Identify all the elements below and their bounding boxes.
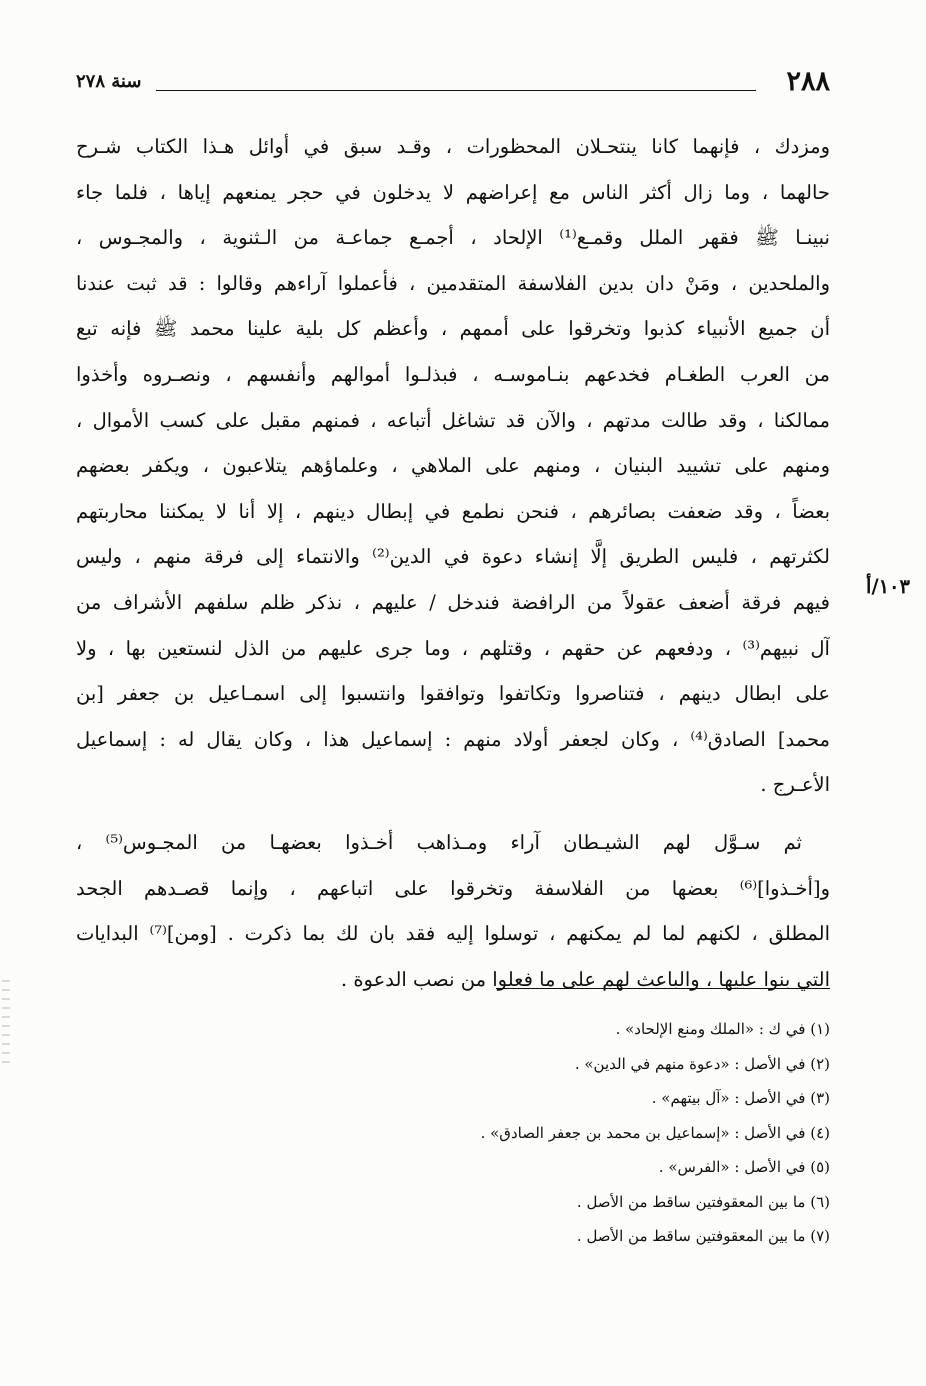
text-line: بعضاً ، وقد ضعفت بصائرهم ، فنحن نطمع في إبطال دينهم ، إلا أنا لا يمكننا محاربتهم [76, 499, 830, 523]
text-line: فيهم فرقة أضعف عقولاً من الرافضة فندخل / عليهم ، نذكر ظلم سلفهم الأشراف من [76, 590, 830, 614]
paragraph-gap [76, 808, 830, 820]
manuscript-folio-marker: ١٠٣/أ [866, 575, 910, 598]
footnote: (٤) في الأصل : «إسماعيل بن محمد بن جعفر الصادق» . [480, 1123, 830, 1142]
page-number: ٢٨٨ [786, 66, 830, 97]
running-head: سنة ٢٧٨ [76, 71, 142, 92]
paragraph [76, 124, 830, 808]
text-line: ومنهم على تشييد البنيان ، ومنهم على الملاهي ، وعلماؤهم يتلاعبون ، ويكفر بعضهم [76, 454, 830, 478]
footnotes [230, 1012, 830, 1254]
text-line: محمد] الصادق⁽⁴⁾ ، وكان لجعفر أولاد منهم : إسماعيل هذا ، وكان يقال له : إسماعيل [76, 727, 830, 751]
footnote: (٧) ما بين المعقوفتين ساقط من الأصل . [576, 1227, 830, 1245]
text-line: حالهما ، وما زال أكثر الناس مع إعراضهم لا يدخلون في حجر يمنعهم إياها ، فلما جاء [76, 180, 830, 204]
text-line: لكثرتهم ، فليس الطريق إلَّا إنشاء دعوة في الدين⁽²⁾ والانتماء إلى فرقة منهم ، وليس [76, 545, 830, 569]
main-text [76, 124, 830, 1002]
text-line: و[أخـذوا]⁽⁶⁾ بعضها من الفلاسفة وتخرقوا على اتباعهم ، وإنما قصـدهم الجحد [76, 876, 830, 900]
text-line: الأعـرج . [760, 773, 830, 797]
footnote: (٢) في الأصل : «دعوة منهم في الدين» . [574, 1054, 830, 1073]
footnote-separator [496, 988, 830, 989]
page-header [76, 66, 830, 98]
footnote: (١) في ك : «الملك ومنع الإلحاد» . [615, 1020, 830, 1038]
text-line: ثم سـوَّل لهم الشيـطان آراء ومـذاهب أخـذوا بعضهـا من المجـوس⁽⁵⁾ ، [76, 830, 802, 854]
footnote: (٦) ما بين المعقوفتين ساقط من الأصل . [576, 1192, 830, 1211]
text-line: ومزدك ، فإنهما كانا ينتحـلان المحظورات ، وقـد سبق في أوائل هـذا الكتاب شـرح [76, 135, 830, 158]
text-line: نبينـا ﷺ فقهر الملل وقمـع⁽¹⁾ الإلحاد ، أجمـع جماعـة من الـثنوية ، والمجـوس ، [76, 226, 830, 250]
text-line: على ابطال دينهم ، فتناصروا وتكاتفوا وتوافقوا وانتسبوا إلى اسمـاعيل بن جعفر [بن [76, 682, 830, 706]
paragraph [76, 820, 830, 1002]
text-line: التي بنوا عليها ، والباعث لهم على ما فعلوا من نصب الدعوة . [340, 967, 830, 991]
text-line: والملحدين ، ومَنْ دان بدين الفلاسفة المتقدمين ، فأعملوا آراءهم وقالوا : قد ثبت عندنا [76, 271, 830, 295]
footnote: (٥) في الأصل : «الفرس» . [658, 1158, 830, 1176]
footnote: (٣) في الأصل : «آل بيتهم» . [651, 1089, 830, 1107]
text-line: ممالكنا ، وقد طالت مدتهم ، والآن قد تشاغل أتباعه ، فمنهم مقبل على كسب الأموال ، [76, 408, 830, 432]
text-line: المطلق ، لكنهم لما لم يمكنهم ، توسلوا إليه فقد بان لك بما ذكرت . [ومن]⁽⁷⁾ البدايات [76, 922, 830, 946]
text-line: أن جميع الأنبياء كذبوا وتخرقوا على أممهم ، وأعظم كل بلية علينا محمد ﷺ فإنه تبع [76, 317, 830, 341]
text-line: من العرب الطغـام فخدعهم بنـاموسـه ، فبذلـوا أموالهم وأنفسهم ، ونصـروه وأخذوا [76, 362, 830, 386]
scan-edge-specks [2, 980, 10, 1070]
header-rule [156, 90, 756, 91]
text-line: آل نبيهم⁽³⁾ ، ودفعهم عن حقهم ، وقتلهم ، وما جرى عليهم من الذل لنستعين بها ، ولا [76, 636, 830, 660]
